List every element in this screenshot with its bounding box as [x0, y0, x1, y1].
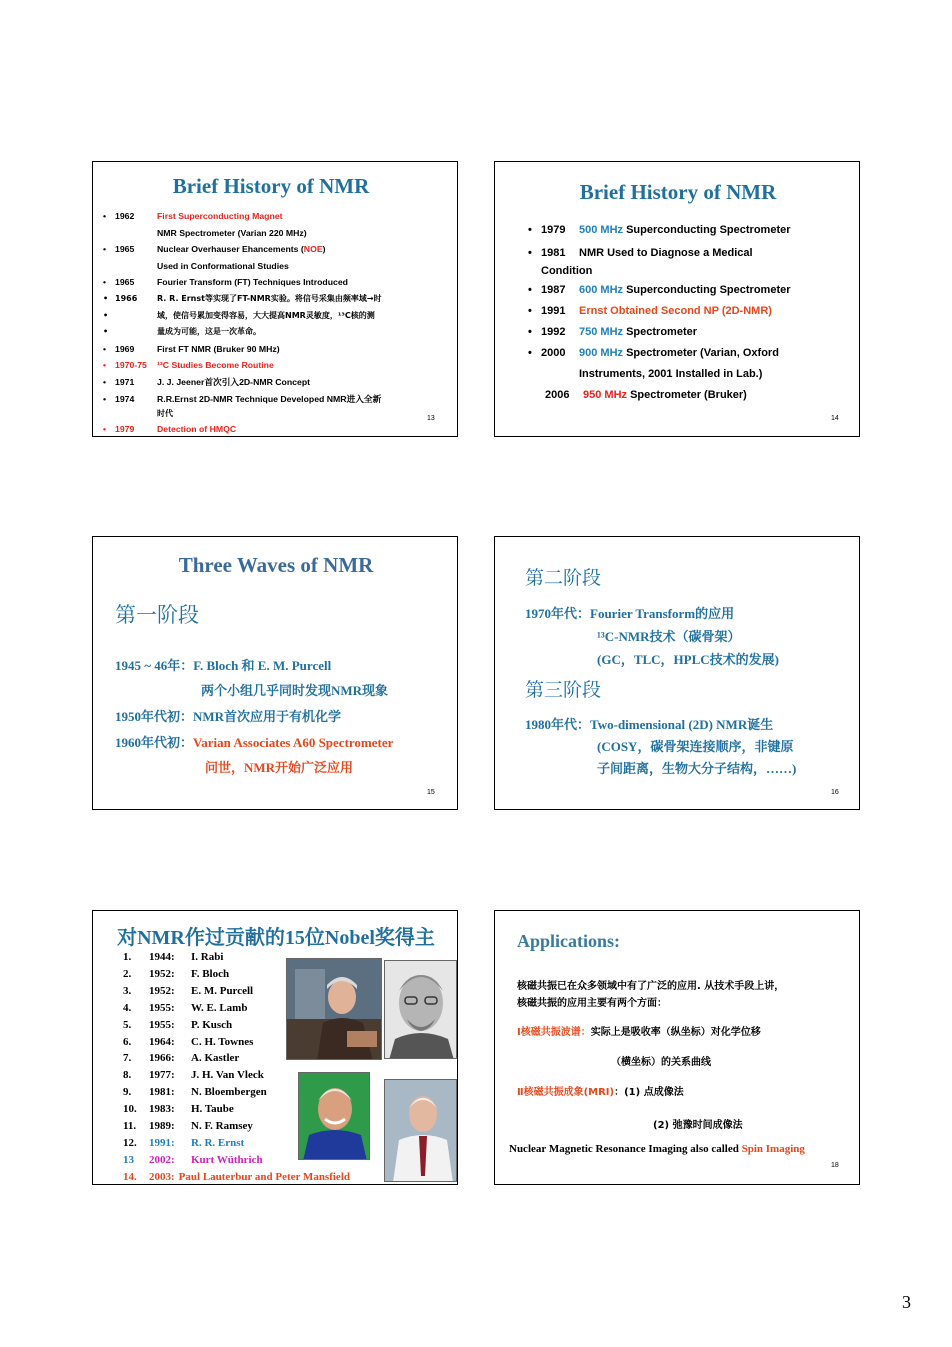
- text-line: 核磁共振的应用主要有两个方面：: [517, 998, 667, 1009]
- list-item: 1. 1944: I. Rabi: [123, 951, 224, 963]
- stage-heading: 第三阶段: [525, 679, 602, 701]
- page-number: 3: [902, 1292, 911, 1312]
- list-item: 5. 1955: P. Kusch: [123, 1018, 233, 1031]
- slide-13: [92, 161, 458, 437]
- laureate-photo: [286, 958, 382, 1060]
- text-line: 1945 ~ 46年：F. Bloch 和 E. M. Purcell: [115, 658, 332, 673]
- slide-15-title: Three Waves of NMR: [178, 553, 374, 577]
- text-line: 1950年代初：NMR首次应用于有机化学: [115, 709, 342, 724]
- list-item: • 1969 First FT NMR (Bruker 90 MHz): [103, 343, 280, 354]
- footer-line: Nuclear Magnetic Resonance Imaging also called Spin Imaging: [509, 1143, 805, 1155]
- slide-17: [92, 910, 458, 1185]
- text-line: (COSY，碳骨架连接顺序，非键原: [597, 739, 794, 754]
- list-item: • 1962 First Superconducting Magnet: [103, 211, 283, 221]
- text-line: Ⅰ核磁共振波谱：实际上是吸收率（纵坐标）对化学位移: [517, 1027, 761, 1038]
- list-item: 2006 950 MHz Spectrometer (Bruker): [545, 389, 747, 401]
- slide-13-title: Brief History of NMR: [172, 174, 370, 198]
- text-line: 问世，NMR开始广泛应用: [205, 760, 354, 775]
- slide-number: 13: [427, 415, 435, 422]
- list-item: • 1974 R.R.Ernst 2D-NMR Technique Developed NMR进入全新: [103, 393, 382, 404]
- text-line: 子间距离，生物大分子结构，……): [597, 761, 797, 776]
- slide-16: [494, 536, 860, 810]
- text-line: (GC，TLC，HPLC技术的发展): [597, 652, 780, 667]
- slide-number: 14: [831, 415, 839, 422]
- list-item: • 1981 NMR Used to Diagnose a Medical: [528, 247, 753, 259]
- list-item: • 1965 Nuclear Overhauser Ehancements (NOE): [103, 244, 326, 255]
- stage-heading: 第一阶段: [115, 603, 199, 627]
- list-item: 14. 2003: Paul Lauterbur and Peter Mansfield: [123, 1170, 350, 1183]
- text-line: (2) 弛豫时间成像法: [653, 1120, 743, 1131]
- slide-number: 16: [831, 789, 839, 796]
- text-line: 两个小组几乎同时发现NMR现象: [201, 683, 389, 698]
- text-line: （横坐标）的关系曲线: [611, 1057, 711, 1068]
- slide-number: 15: [427, 789, 435, 796]
- list-item: • 域，使信号累加变得容易，大大提高NMR灵敏度，¹³C核的测: [103, 310, 375, 320]
- list-item: • 1991 Ernst Obtained Second NP (2D-NMR): [528, 305, 772, 317]
- list-item: 12. 1991: R. R. Ernst: [123, 1136, 245, 1149]
- stage-heading: 第二阶段: [525, 567, 602, 589]
- list-item: 10. 1983: H. Taube: [123, 1103, 234, 1116]
- list-item: 3. 1952: E. M. Purcell: [123, 984, 254, 997]
- list-item: • 量成为可能，这是一次革命。: [103, 327, 261, 337]
- list-item: • 1971 J. J. Jeener首次引入2D-NMR Concept: [103, 376, 311, 387]
- list-item: Condition: [541, 265, 593, 277]
- list-item: NMR Spectrometer (Varian 220 MHz): [157, 227, 307, 238]
- list-item: 时代: [157, 409, 173, 419]
- slide-14: [494, 161, 860, 437]
- text-line: 1980年代：Two-dimensional (2D) NMR诞生: [525, 717, 774, 732]
- list-item: 13 2002: Kurt Wüthrich: [123, 1153, 263, 1166]
- list-item: 4. 1955: W. E. Lamb: [123, 1001, 248, 1014]
- slide-15: [92, 536, 458, 810]
- laureate-photo: [384, 960, 457, 1059]
- list-item: • 1979 500 MHz Superconducting Spectrometer: [528, 224, 791, 236]
- list-item: Instruments, 2001 Installed in Lab.): [579, 368, 763, 380]
- list-item: 7. 1966: A. Kastler: [123, 1052, 240, 1065]
- slide-13-history-list: [103, 208, 455, 437]
- list-item: 2. 1952: F. Bloch: [123, 967, 230, 980]
- laureate-photo: [298, 1072, 370, 1160]
- slide-18-title: Applications:: [517, 931, 621, 951]
- slide-17-title: 对NMR作过贡献的15位Nobel奖得主: [117, 927, 435, 949]
- list-item: • 1979 Detection of HMQC: [103, 424, 237, 435]
- list-item: 6. 1964: C. H. Townes: [123, 1035, 254, 1048]
- slide-number: 18: [831, 1162, 839, 1169]
- list-item: • 1987 600 MHz Superconducting Spectrometer: [528, 284, 791, 296]
- list-item: 11. 1989: N. F. Ramsey: [123, 1120, 253, 1133]
- list-item: 9. 1981: N. Bloembergen: [123, 1086, 267, 1099]
- text-line: ¹³C-NMR技术（碳骨架）: [597, 629, 741, 644]
- list-item: 8. 1977: J. H. Van Vleck: [123, 1069, 264, 1082]
- text-line: 核磁共振已在众多领域中有了广泛的应用. 从技术手段上讲，: [517, 981, 785, 992]
- list-item: • 1966 R. R. Ernst等实现了FT-NMR实验。将信号采集由频率域→时: [103, 293, 382, 303]
- list-item: • 2000 900 MHz Spectrometer (Varian, Oxford: [528, 347, 779, 359]
- text-line: 1970年代：Fourier Transform的应用: [525, 606, 735, 621]
- text-line: Ⅱ核磁共振成象(MRI)：(1) 点成像法: [517, 1087, 684, 1098]
- slide-18: [494, 910, 860, 1185]
- list-item: • 1965 Fourier Transform (FT) Techniques Introduced: [103, 277, 348, 288]
- slide-14-history-list: [528, 220, 851, 406]
- list-item: Used in Conformational Studies: [157, 260, 289, 271]
- list-item: • 1970-75 ¹³C Studies Become Routine: [103, 360, 274, 371]
- text-line: 1960年代初：Varian Associates A60 Spectrometer: [115, 735, 394, 750]
- laureate-photo: [384, 1079, 457, 1182]
- slide-14-title: Brief History of NMR: [579, 180, 777, 204]
- list-item: • 1992 750 MHz Spectrometer: [528, 326, 698, 338]
